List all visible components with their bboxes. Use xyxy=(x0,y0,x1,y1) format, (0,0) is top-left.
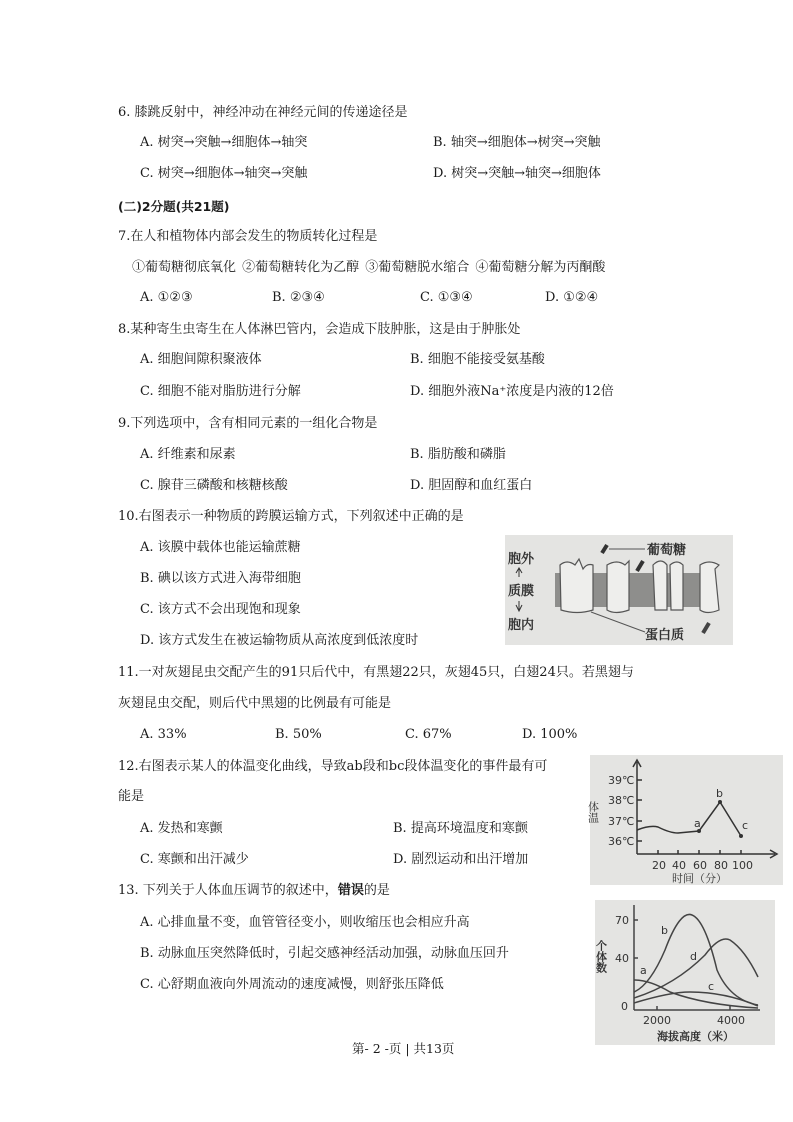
curve-d-label: d xyxy=(690,950,697,963)
q12-option-b: B. 提高环境温度和寒颤 xyxy=(393,821,528,836)
q10-stem: 10.右图表示一种物质的跨膜运输方式，下列叙述中正确的是 xyxy=(118,509,464,524)
body-temperature-figure xyxy=(586,755,783,885)
q13-option-a: A. 心排血量不变，血管管径变小，则收缩压也会相应升高 xyxy=(140,915,470,930)
q6-option-c: C. 树突→细胞体→轴突→突触 xyxy=(140,166,308,181)
q9-stem: 9.下列选项中，含有相同元素的一组化合物是 xyxy=(118,416,378,431)
ytick-39: 39℃ xyxy=(608,774,635,787)
q7-option-b: B. ②③④ xyxy=(272,290,325,305)
q6-option-d: D. 树突→突触→轴突→细胞体 xyxy=(433,166,601,181)
q7-stem: 7.在人和植物体内部会发生的物质转化过程是 xyxy=(118,229,378,244)
y-axis-label: 体温 xyxy=(586,801,600,823)
q13-stem xyxy=(118,882,390,900)
q7-items: ①葡萄糖彻底氧化 ②葡萄糖转化为乙醇 ③葡萄糖脱水缩合 ④葡萄糖分解为丙酮酸 xyxy=(132,260,606,275)
membrane-transport-figure xyxy=(505,535,733,645)
q9-option-b: B. 脂肪酸和磷脂 xyxy=(410,447,506,462)
q12-option-c: C. 寒颤和出汗减少 xyxy=(140,852,249,867)
xtick-40: 40 xyxy=(672,859,686,872)
ytick-36: 36℃ xyxy=(608,835,635,848)
q7-option-c: C. ①③④ xyxy=(420,290,473,305)
xtick-2000: 2000 xyxy=(643,1014,671,1027)
q9-option-c: C. 腺苷三磷酸和核糖核酸 xyxy=(140,478,288,493)
xtick-20: 20 xyxy=(652,859,666,872)
q6-stem: 6. 膝跳反射中，神经冲动在神经元间的传递途径是 xyxy=(118,105,408,120)
q8-stem: 8.某种寄生虫寄生在人体淋巴管内，会造成下肢肿胀，这是由于肿胀处 xyxy=(118,322,521,337)
x-axis-label: 海拔高度（米） xyxy=(657,1030,734,1043)
page-footer: 第- 2 -页 | 共13页 xyxy=(352,1041,455,1056)
xtick-80: 80 xyxy=(714,859,728,872)
q8-option-b: B. 细胞不能接受氨基酸 xyxy=(410,352,545,367)
q11-stem-line1: 11.一对灰翅昆虫交配产生的91只后代中，有黑翅22只，灰翅45只，白翅24只。若黑翅与 xyxy=(118,665,634,680)
q13-option-b: B. 动脉血压突然降低时，引起交感神经活动加强，动脉血压回升 xyxy=(140,946,509,961)
q13-option-c: C. 心舒期血液向外周流动的速度减慢，则舒张压降低 xyxy=(140,977,444,992)
q11-option-c: C. 67% xyxy=(405,727,452,742)
q11-option-a: A. 33% xyxy=(140,727,187,742)
q10-option-b: B. 碘以该方式进入海带细胞 xyxy=(140,571,301,586)
q6-option-b: B. 轴突→细胞体→树突→突触 xyxy=(433,135,601,150)
q6-option-a: A. 树突→突触→细胞体→轴突 xyxy=(140,135,308,150)
curve-a-label: a xyxy=(640,964,647,977)
y-axis-label: 个体数 xyxy=(594,940,608,973)
q9-option-a: A. 纤维素和尿素 xyxy=(140,447,236,462)
q11-option-b: B. 50% xyxy=(275,727,322,742)
curve-d xyxy=(634,939,758,998)
q11-stem-line2: 灰翅昆虫交配，则后代中黑翅的比例最有可能是 xyxy=(118,696,392,711)
q13-stem-bold: 错误 xyxy=(337,883,364,898)
label-inside: 胞内 xyxy=(508,618,535,633)
q10-option-c: C. 该方式不会出现饱和现象 xyxy=(140,602,301,617)
xtick-60: 60 xyxy=(693,859,707,872)
q7-option-a: A. ①②③ xyxy=(140,290,193,305)
point-c-label: c xyxy=(742,819,749,832)
ytick-0: 0 xyxy=(621,1000,628,1013)
curve-a xyxy=(634,980,758,1008)
label-membrane: 质膜 xyxy=(508,584,535,599)
x-axis-label: 时间（分） xyxy=(672,872,727,885)
point-b-label: b xyxy=(716,787,723,800)
xtick-4000: 4000 xyxy=(717,1014,745,1027)
q8-option-d: D. 细胞外液Na⁺浓度是内液的12倍 xyxy=(410,384,614,399)
point-a-label: a xyxy=(694,817,701,830)
ytick-40: 40 xyxy=(615,952,629,965)
q8-option-c: C. 细胞不能对脂肪进行分解 xyxy=(140,384,301,399)
q13-stem-pre: 13. 下列关于人体血压调节的叙述中， xyxy=(118,883,338,898)
altitude-population-figure xyxy=(595,900,775,1045)
label-glucose: 葡萄糖 xyxy=(647,543,687,558)
q12-option-a: A. 发热和寒颤 xyxy=(140,821,223,836)
q7-option-d: D. ①②④ xyxy=(545,290,599,305)
xtick-100: 100 xyxy=(732,859,753,872)
q10-option-a: A. 该膜中载体也能运输蔗糖 xyxy=(140,540,301,555)
curve-c-label: c xyxy=(708,980,715,993)
label-outside: 胞外 xyxy=(508,552,535,567)
q11-option-d: D. 100% xyxy=(522,727,578,742)
q8-option-a: A. 细胞间隙积聚液体 xyxy=(140,352,262,367)
q9-option-d: D. 胆固醇和血红蛋白 xyxy=(410,478,533,493)
label-protein: 蛋白质 xyxy=(645,628,685,643)
curve-b-label: b xyxy=(661,924,668,937)
ytick-38: 38℃ xyxy=(608,794,635,807)
ytick-37: 37℃ xyxy=(608,815,635,828)
temperature-curve xyxy=(637,802,741,836)
section-header: (二)2分题(共21题) xyxy=(118,199,230,214)
q13-stem-post: 的是 xyxy=(363,883,390,898)
q12-option-d: D. 剧烈运动和出汗增加 xyxy=(393,852,529,867)
ytick-70: 70 xyxy=(615,914,629,927)
q12-stem-line2: 能是 xyxy=(118,789,145,804)
q12-stem-line1: 12.右图表示某人的体温变化曲线，导致ab段和bc段体温变化的事件最有可 xyxy=(118,759,548,774)
q10-option-d: D. 该方式发生在被运输物质从高浓度到低浓度时 xyxy=(140,633,419,648)
